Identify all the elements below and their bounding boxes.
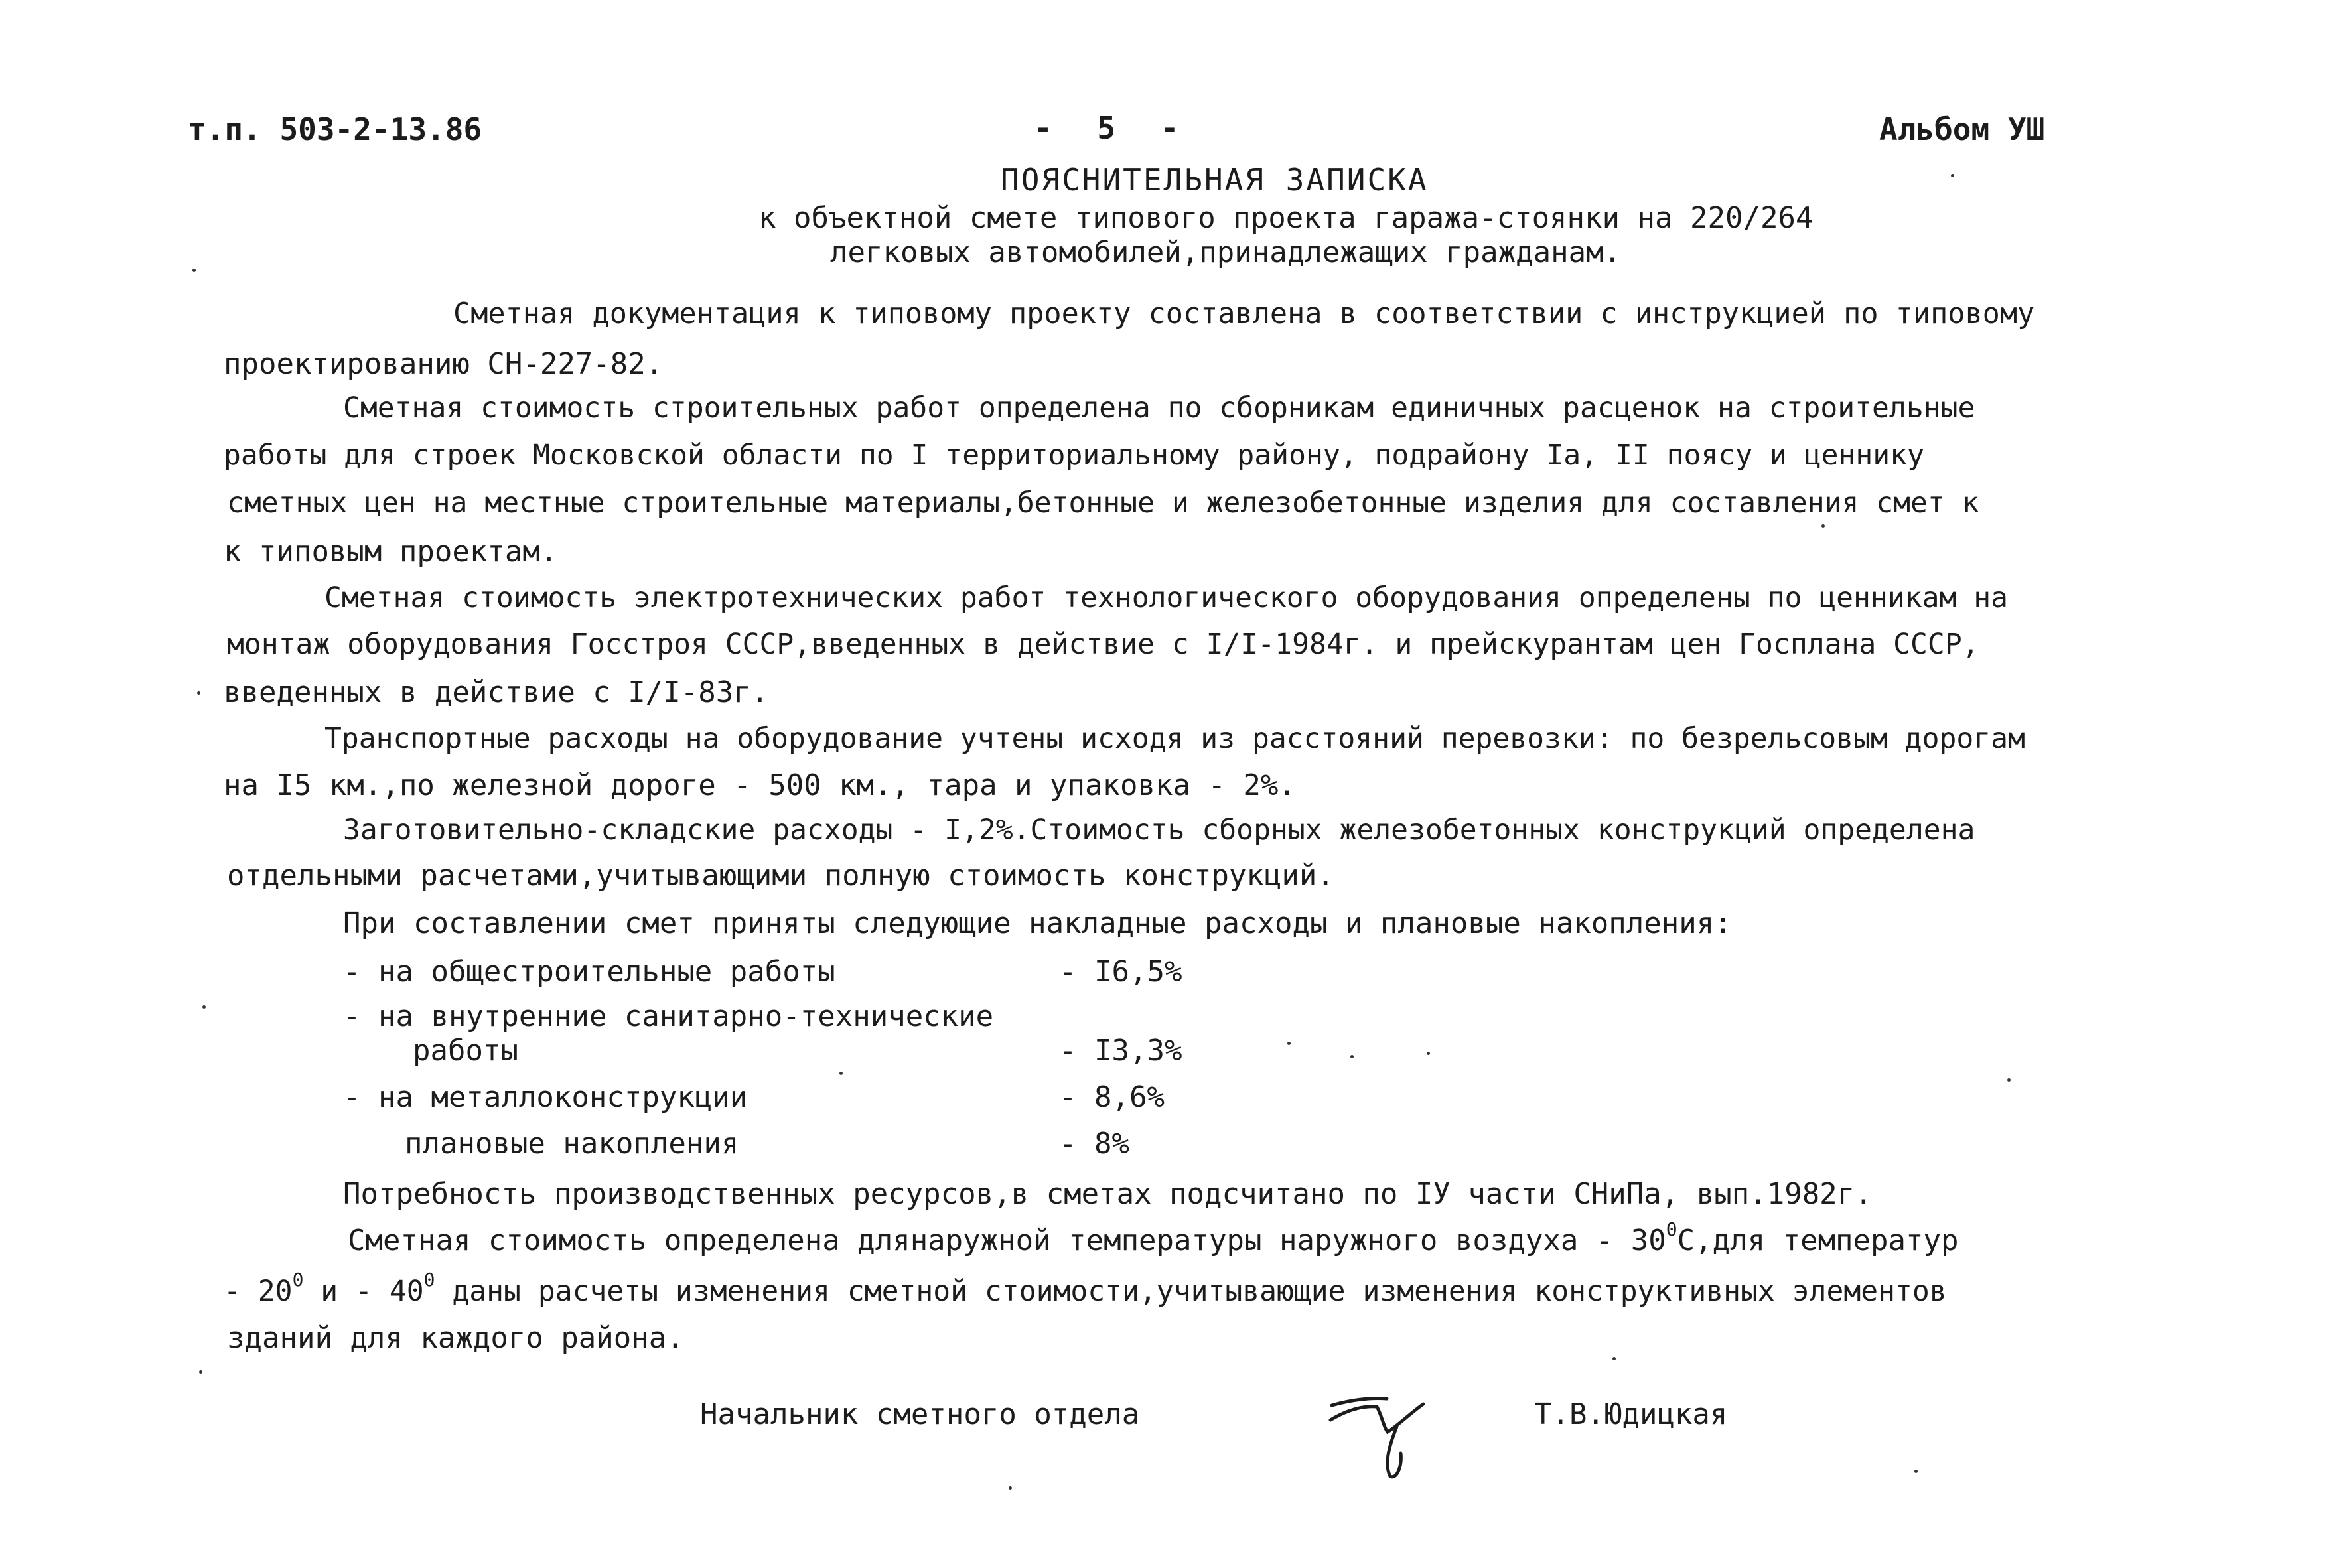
para-3-line-3: введенных в действие с I/I-83г. (224, 676, 769, 709)
degree-superscript: 0 (1666, 1218, 1677, 1240)
para-8-line-1 (348, 1218, 1959, 1257)
overhead-label: плановые накопления (405, 1127, 739, 1161)
para-8-line-2-text-mid: и - 40 (303, 1275, 424, 1308)
doc-code: т.п. 503-2-13.86 (188, 111, 482, 147)
overhead-label-cont: работы (413, 1034, 518, 1068)
signer-name: Т.В.Юдицкая (1534, 1397, 1728, 1431)
degree-superscript: 0 (423, 1269, 435, 1291)
scan-speck (1009, 1486, 1012, 1490)
scan-speck (199, 1370, 202, 1374)
scan-speck (839, 1072, 843, 1075)
para-2-line-4: к типовым проектам. (224, 535, 558, 569)
overhead-value: - 8,6% (1059, 1080, 1165, 1114)
para-3-line-2: монтаж оборудования Госстроя СССР,введенных в действие с I/I-1984г. и прейскурантам цен Госплана СССР, (227, 628, 1979, 661)
subtitle-line-1: к объектной смете типового проекта гаража-стоянки на 220/264 (758, 201, 1814, 235)
overhead-label: - на внутренние санитарно-технические (343, 999, 994, 1033)
para-2-line-3: сметных цен на местные строительные материалы,бетонные и железобетонные изделия для составления смет к (227, 486, 1979, 520)
para-4-line-1: Транспортные расходы на оборудование учтены исходя из расстояний перевозки: по безрельсовым дорогам (324, 722, 2025, 755)
overhead-value: - I3,3% (1059, 1034, 1182, 1068)
handwritten-signature (1324, 1380, 1443, 1486)
para-8-line-2-text-end: даны расчеты изменения сметной стоимости,учитывающие изменения конструктивных элементов (435, 1275, 1947, 1308)
subtitle-line-2: легковых автомобилей,принадлежащих гражданам. (830, 236, 1622, 269)
scan-speck (1951, 174, 1954, 177)
para-4-line-2: на I5 км.,по железной дороге - 500 км., тара и упаковка - 2%. (224, 768, 1296, 802)
scan-speck (202, 1005, 206, 1009)
scan-speck (1821, 524, 1825, 528)
para-8-line-2-text: - 20 (224, 1275, 293, 1308)
degree-superscript: 0 (292, 1269, 304, 1291)
scan-speck (192, 269, 196, 272)
scan-speck (1287, 1042, 1291, 1045)
para-6-line-1: При составлении смет приняты следующие накладные расходы и плановые накопления: (343, 906, 1732, 940)
album-label: Альбом УШ (1879, 111, 2045, 147)
para-1-line-1: Сметная документация к типовому проекту составлена в соответствии с инструкцией по типовому (453, 297, 2035, 330)
para-3-line-1: Сметная стоимость электротехнических работ технологического оборудования определены по ценникам на (324, 581, 2009, 614)
para-8-line-3: зданий для каждого района. (227, 1321, 684, 1355)
overhead-label: - на металлоконструкции (343, 1080, 748, 1114)
overhead-value: - 8% (1059, 1127, 1129, 1161)
para-7-line-1: Потребность производственных ресурсов,в сметах подсчитано по IУ части СНиПа, вып.1982г. (343, 1177, 1873, 1211)
page-number: - 5 - (1034, 110, 1192, 146)
signer-position: Начальник сметного отдела (700, 1397, 1140, 1431)
para-2-line-2: работы для строек Московской области по I территориальному району, подрайону Iа, II поясу и ценнику (224, 439, 1924, 472)
scan-speck (1612, 1357, 1616, 1360)
overhead-label: - на общестроительные работы (343, 955, 835, 989)
para-1-line-2: проектированию СН-227-82. (224, 347, 664, 381)
para-8-line-1-text-end: С,для температур (1677, 1224, 1959, 1257)
scan-speck (1350, 1055, 1354, 1058)
scan-speck (1427, 1052, 1430, 1055)
para-8-line-2 (224, 1269, 1947, 1308)
scan-speck (2007, 1078, 2011, 1082)
para-5-line-1: Заготовительно-складские расходы - I,2%.Стоимость сборных железобетонных конструкций определена (343, 814, 1975, 847)
page-title: ПОЯСНИТЕЛЬНАЯ ЗАПИСКА (1001, 162, 1429, 198)
para-8-line-1-text: Сметная стоимость определена длянаружной температуры наружного воздуха - 30 (348, 1224, 1666, 1257)
overhead-value: - I6,5% (1059, 955, 1182, 989)
scan-speck (197, 691, 200, 695)
para-2-line-1: Сметная стоимость строительных работ определена по сборникам единичных расценок на строительные (343, 392, 1975, 425)
para-5-line-2: отдельными расчетами,учитывающими полную стоимость конструкций. (227, 859, 1334, 892)
scan-speck (1914, 1470, 1918, 1473)
